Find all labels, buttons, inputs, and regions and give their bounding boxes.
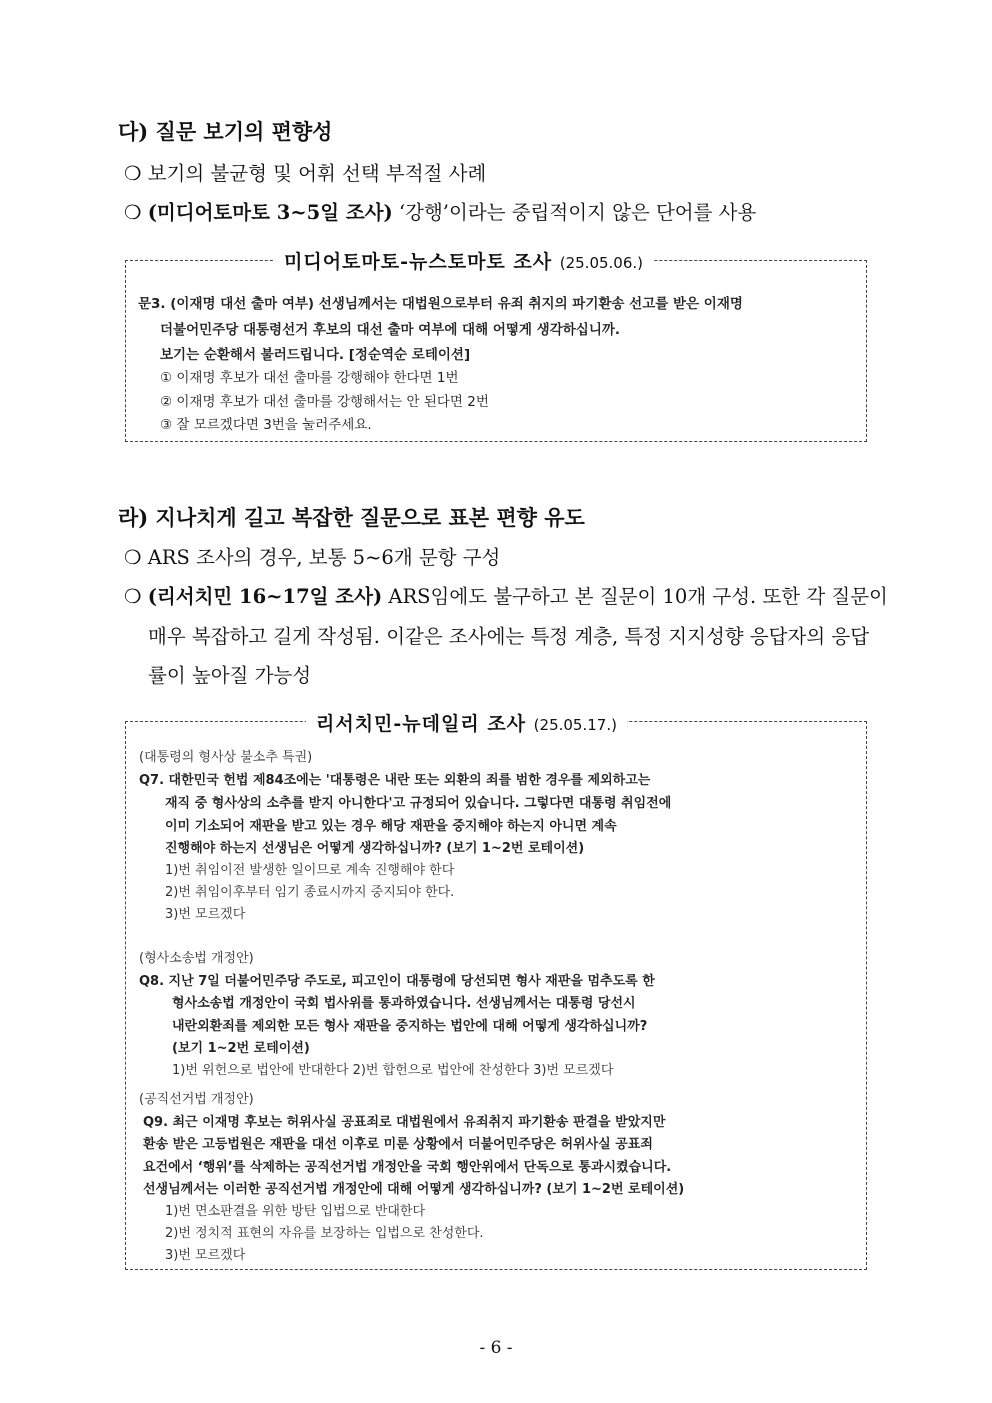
answer-option: 3)번 모르겠다 (165, 1248, 246, 1263)
circle-bullet-icon: ❍ (124, 201, 142, 224)
question-line: 환송 받은 고등법원은 재판을 대선 이후로 미룬 상황에서 더불어민주당은 허위사실 공표죄 (143, 1137, 653, 1152)
bullet-item (124, 542, 500, 570)
question-line: 내란외환죄를 제외한 모든 형사 재판을 중지하는 법안에 대해 어떻게 생각하십니까? (172, 1019, 648, 1034)
bullet-source: (미디어토마토 3~5일 조사) (147, 201, 393, 224)
answer-option: ③ 잘 모르겠다면 3번을 눌러주세요. (160, 417, 372, 433)
bullet-text: ARS 조사의 경우, 보통 5~6개 문항 구성 (147, 546, 501, 569)
bullet-item (124, 581, 888, 609)
question-line: 이미 기소되어 재판을 받고 있는 경우 해당 재판을 중지해야 하는지 아니면 계속 (165, 819, 617, 834)
answer-option: 2)번 정치적 표현의 자유를 보장하는 입법으로 찬성한다. (165, 1226, 484, 1241)
question-line: 요건에서 ‘행위’를 삭제하는 공직선거법 개정안을 국회 행안위에서 단독으로 통과시켰습니다. (143, 1160, 672, 1175)
circle-bullet-icon: ❍ (124, 546, 142, 569)
section-heading-d: 다) 질문 보기의 편향성 (118, 119, 333, 144)
section-heading-r: 라) 지나치게 길고 복잡한 질문으로 표본 편향 유도 (118, 505, 585, 530)
question-line: 선생님께서는 이러한 공직선거법 개정안에 대해 어떻게 생각하십니까? (보기 1~2번 로테이션) (143, 1182, 685, 1197)
question-line: 보기는 순환해서 불러드립니다. [정순역순 로테이션] (160, 347, 471, 363)
question-line: (보기 1~2번 로테이션) (172, 1041, 310, 1056)
bullet-text: ‘강행’이라는 중립적이지 않은 단어를 사용 (392, 201, 757, 224)
box-title (274, 247, 653, 274)
bullet-source: (리서치민 16~17일 조사) (147, 585, 383, 608)
bullet-continuation: 률이 높아질 가능성 (148, 664, 312, 687)
question-line: 형사소송법 개정안이 국회 법사위를 통과하였습니다. 선생님께서는 대통령 당선시 (172, 996, 636, 1011)
answer-option: 1)번 면소판결을 위한 방탄 입법으로 반대한다 (165, 1204, 426, 1219)
box-title (306, 709, 627, 736)
bullet-item (124, 197, 756, 225)
question-line: Q9. 최근 이재명 후보는 허위사실 공표죄로 대법원에서 유죄취지 파기환송 판결을 받았지만 (143, 1115, 666, 1130)
answer-option: 1)번 위헌으로 법안에 반대한다 2)번 합헌으로 법안에 찬성한다 3)번 모르겠다 (172, 1063, 614, 1078)
answer-option: 2)번 취임이후부터 임기 종료시까지 중지되야 한다. (165, 885, 455, 900)
box-title-text: 리서치민-뉴데일리 조사 (316, 713, 527, 735)
bullet-text: ARS임에도 불구하고 본 질문이 10개 구성. 또한 각 질문이 (382, 585, 888, 608)
question-line: 재직 중 형사상의 소추를 받지 아니한다'고 규정되어 있습니다. 그렇다면 대통령 취임전에 (165, 796, 672, 811)
answer-option: 1)번 취임이전 발생한 일이므로 계속 진행해야 한다 (165, 863, 455, 878)
circle-bullet-icon: ❍ (124, 162, 142, 185)
question-topic: (대통령의 형사상 불소추 특권) (139, 750, 313, 765)
question-topic: (형사소송법 개정안) (139, 951, 254, 966)
answer-option: ① 이재명 후보가 대선 출마를 강행해야 한다면 1번 (160, 370, 459, 386)
page-number: - 6 - (479, 1338, 513, 1358)
question-line: 진행해야 하는지 선생님은 어떻게 생각하십니까? (보기 1~2번 로테이션) (165, 841, 585, 856)
question-line: 더불어민주당 대통령선거 후보의 대선 출마 여부에 대해 어떻게 생각하십니까. (160, 322, 621, 338)
question-line: Q8. 지난 7일 더불어민주당 주도로, 피고인이 대통령에 당선되면 형사 재판을 멈추도록 한 (139, 974, 655, 989)
answer-option: ② 이재명 후보가 대선 출마를 강행해서는 안 된다면 2번 (160, 394, 489, 410)
bullet-item (124, 158, 486, 186)
bullet-continuation: 매우 복잡하고 길게 작성됨. 이같은 조사에는 특정 계층, 특정 지지성향 응답자의 응답 (148, 625, 870, 648)
question-line: 문3. (이재명 대선 출마 여부) 선생님께서는 대법원으로부터 유죄 취지의 파기환송 선고를 받은 이재명 (138, 296, 743, 312)
circle-bullet-icon: ❍ (124, 585, 142, 608)
box-title-date: (25.05.06.) (559, 254, 644, 272)
bullet-text: 보기의 불균형 및 어휘 선택 부적절 사례 (147, 162, 487, 185)
box-title-date: (25.05.17.) (533, 716, 617, 734)
answer-option: 3)번 모르겠다 (165, 907, 246, 922)
question-line: Q7. 대한민국 헌법 제84조에는 '대통령은 내란 또는 외환의 죄를 범한 경우를 제외하고는 (139, 773, 651, 788)
question-topic: (공직선거법 개정안) (139, 1092, 254, 1107)
box-title-text: 미디어토마토-뉴스토마토 조사 (284, 251, 553, 273)
